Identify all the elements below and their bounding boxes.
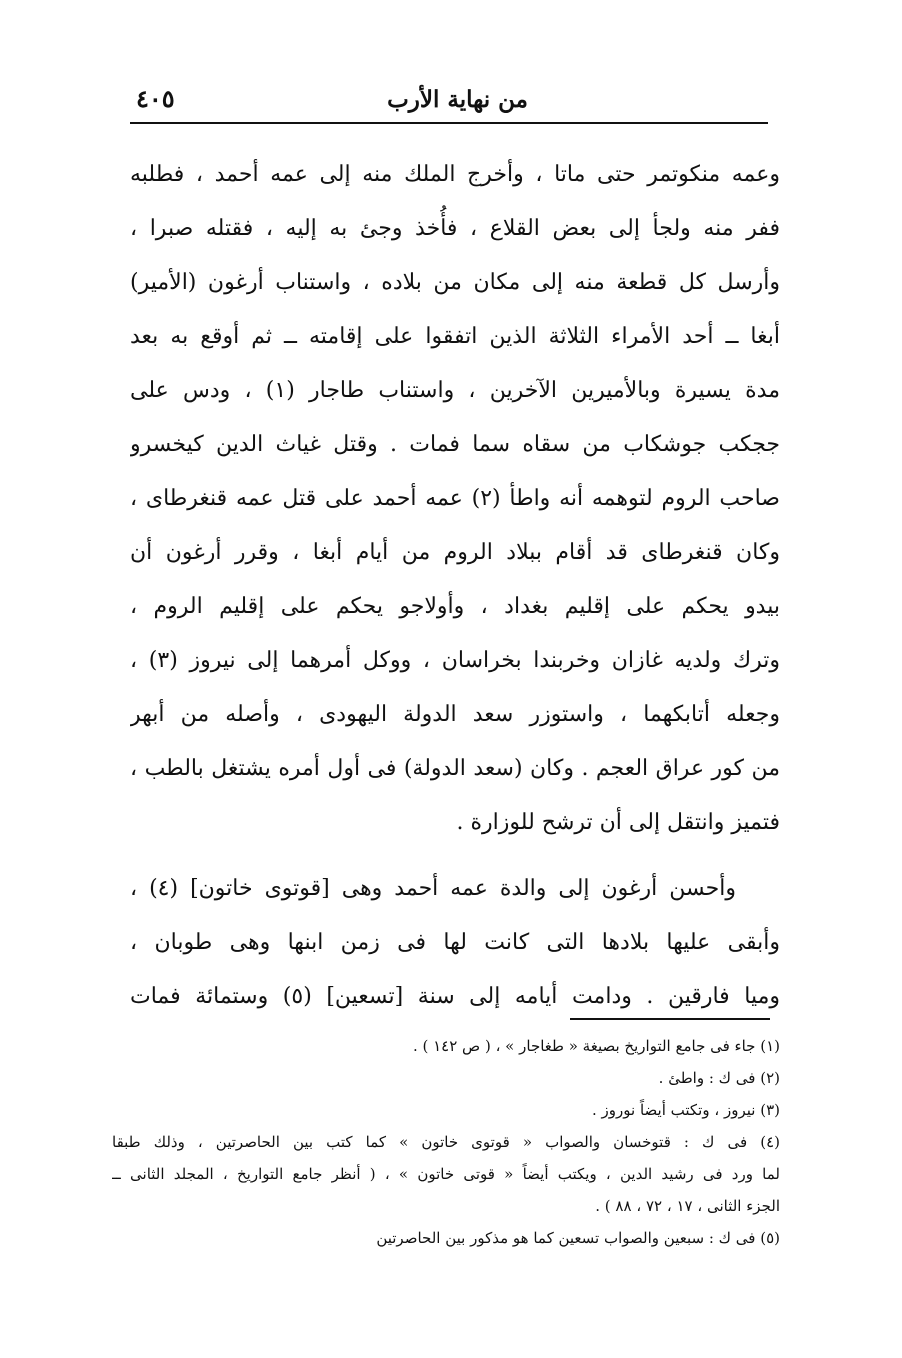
text-line: بيدو يحكم على إقليم بغداد ، وأولاجو يحكم على إقليم الروم ، (130, 594, 780, 619)
paragraph-end-line: فتميز وانتقل إلى أن ترشح للوزارة . (456, 810, 780, 835)
footnote-5: (٥) فى ك : سبعين والصواب تسعين كما هو مذكور بين الحاصرتين (376, 1229, 780, 1247)
footnotes (112, 1030, 780, 1254)
text-line: وميا فارقين . ودامت أيامه إلى سنة [تسعين] (٥) وستمائة فمات (130, 984, 780, 1009)
text-line: وعمه منكوتمر حتى ماتا ، وأخرج الملك منه إلى عمه أحمد ، فطلبه (130, 162, 780, 187)
text-line: وكان قنغرطاى قد أقام ببلاد الروم من أيام أبغا ، وقرر أرغون أن (130, 540, 780, 565)
main-text (130, 148, 780, 1024)
page-number: ٤٠٥ (136, 84, 175, 113)
footnote-4-continued: لما ورد فى رشيد الدين ، ويكتب أيضاً « قوتى خاتون » ، ( أنظر جامع التواريخ ، المجلد الثانى ــ (112, 1165, 780, 1183)
text-line: وترك ولديه غازان وخربندا بخراسان ، ووكل أمرهما إلى نيروز (٣) ، (130, 648, 780, 673)
page-header (130, 78, 768, 124)
text-line: مدة يسيرة وبالأميرين الآخرين ، واستناب طاجار (١) ، ودس على (130, 378, 780, 403)
text-line: ججكب جوشكاب من سقاه سما فمات . وقتل غياث الدين كيخسرو (130, 432, 780, 457)
footnote-2: (٢) فى ك : واطئ . (658, 1069, 780, 1087)
footnote-4: (٤) فى ك : قتوخسان والصواب « قوتوى خاتون » كما كتب بين الحاصرتين ، وذلك طبقا (112, 1133, 780, 1151)
text-line: وأبقى عليها بلادها التى كانت لها فى زمن ابنها وهى طوبان ، (130, 930, 780, 955)
text-line: من كور عراق العجم . وكان (سعد الدولة) فى أول أمره يشتغل بالطب ، (130, 756, 780, 781)
text-line: أبغا ــ أحد الأمراء الثلاثة الذين اتفقوا على إقامته ــ ثم أوقع به بعد (130, 324, 780, 349)
text-line: وأرسل كل قطعة منه إلى مكان من بلاده ، واستناب أرغون (الأمير) (130, 270, 780, 295)
text-line: وجعله أتابكهما ، واستوزر سعد الدولة اليهودى ، وأصله من أبهر (130, 702, 780, 727)
footnote-4-continued: الجزء الثانى ، ١٧ ، ٧٢ ، ٨٨ ) . (595, 1197, 780, 1215)
running-title: من نهاية الأرب (387, 86, 528, 113)
footnote-1: (١) جاء فى جامع التواريخ بصيغة « طغاجار » ، ( ص ١٤٢ ) . (412, 1037, 780, 1055)
text-line: صاحب الروم لتوهمه أنه واطأ (٢) عمه أحمد على قتل عمه قنغرطاى ، (130, 486, 780, 511)
footnote-3: (٣) نيروز ، وتكتب أيضاً نوروز . (592, 1101, 780, 1119)
footnote-separator (570, 1018, 770, 1020)
paragraph-start-line: وأحسن أرغون إلى والدة عمه أحمد وهى [قوتوى خاتون] (٤) ، (130, 876, 736, 901)
text-line: ففر منه ولجأ إلى بعض القلاع ، فأُخذ وجئ به إليه ، فقتله صبرا ، (130, 216, 780, 241)
